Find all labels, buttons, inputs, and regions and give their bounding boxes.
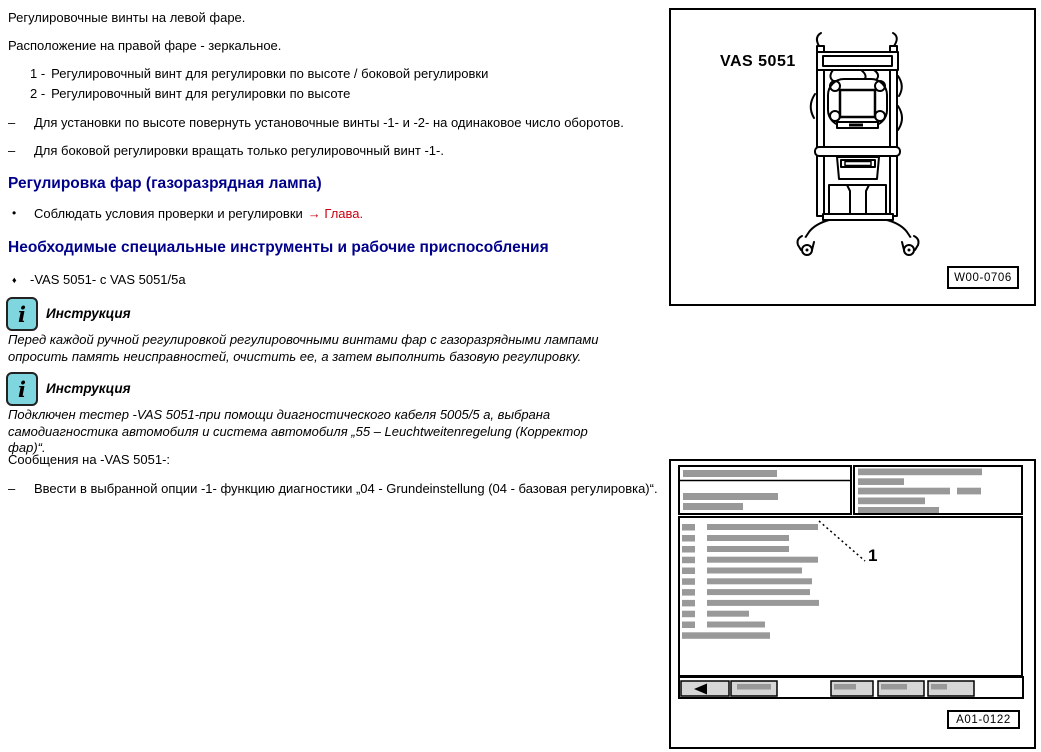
left-wheel-hub [806,249,809,252]
button-redaction-bar [881,684,907,690]
step-lateral-adjust [8,143,444,158]
button-redaction-bar [834,684,856,690]
redaction-bar [683,503,743,510]
tool-item-text: -VAS 5051- с VAS 5051/5a [30,272,186,287]
control-slot-bar [849,124,863,127]
shelf [815,147,900,156]
dash-marker: – [8,481,16,496]
figure-tester-screen [669,459,1036,749]
info-icon-glyph: i [18,301,26,327]
right-rail [890,46,897,216]
figure-vas5051 [669,8,1036,306]
pedestal [847,185,869,214]
side-cable [898,76,902,96]
legend-item-1-number: 1 - [30,66,46,81]
info-icon [6,297,38,331]
step-height-adjust [8,115,624,130]
bullet-marker: • [12,206,17,220]
step-enter-function [8,481,658,496]
left-rail [817,46,824,216]
legend-item-2 [30,86,350,101]
redaction-bar [858,488,950,495]
left-leg [805,220,829,238]
button-redaction-bar [931,684,947,690]
legend-item-2-text: Регулировочный винт для регулировки по высоте [51,86,351,101]
legend-item-2-number: 2 - [30,86,46,101]
chapter-link[interactable]: → Глава. [307,206,364,221]
redaction-bar [858,498,925,505]
paragraph-messages: Сообщения на -VAS 5051-: [8,452,171,467]
paragraph-mirror-layout: Расположение на правой фаре - зеркальное. [8,38,282,53]
cable-curl [817,33,821,46]
redaction-bar [957,488,981,495]
side-cable [898,106,902,130]
right-wheel-hub [908,249,911,252]
note2-label: Инструкция [46,381,131,396]
monitor-screen [840,90,875,117]
redaction-bar [858,507,939,513]
keyboard-bar [845,162,871,166]
redaction-bar [683,470,777,477]
tool-item-vas5051 [12,272,186,287]
button-redaction-bar [737,684,771,690]
side-cable [811,94,815,118]
note1-label: Инструкция [46,306,131,321]
base-bar [823,214,893,220]
tester-screen-mockup [671,461,1030,743]
info-icon-glyph: i [18,376,26,402]
callout-number: 1 [868,546,878,565]
redaction-bar [683,493,778,500]
dash-marker: – [8,143,16,158]
right-leg [887,220,911,238]
dash-marker: – [8,115,16,130]
top-crossbar-inset [823,56,892,66]
redaction-bar [858,469,982,476]
redaction-bar [858,478,904,485]
legend-item-1 [30,66,488,81]
note1-body: Перед каждой ручной регулировкой регулировочными винтами фар с газоразрядными лампами опросить память неисправностей, очистить ее, а затем выполнить базовую регулировку. [8,332,599,364]
figure-code-top: W00-0706 [947,266,1019,289]
legend-item-1-text: Регулировочный винт для регулировки по высоте / боковой регулировки [51,66,489,81]
section-heading-adjustment: Регулировка фар (газоразрядная лампа) [8,175,322,192]
section-heading-tools: Необходимые специальные инструменты и рабочие приспособления [8,239,549,256]
paragraph-adjusting-screws: Регулировочные винты на левой фаре. [8,10,246,25]
step-enter-function-text: Ввести в выбранной опции -1- функцию диагностики „04 - Grundeinstellung (04 - базовая регулировка)“. [34,481,658,496]
note2-body: Подключен тестер -VAS 5051-при помощи диагностического кабеля 5005/5 а, выбрана самодиагностика автомобиля и система автомобиля „55 – Leuchtweitenregelung (Корректор фар)“. [8,407,588,455]
cable-curl [893,33,897,46]
device-label: VAS 5051 [720,53,796,70]
bullet-observe-conditions [12,206,363,221]
figure-code-bottom: A01-0122 [947,710,1020,729]
step-height-adjust-text: Для установки по высоте повернуть установочные винты -1- и -2- на одинаковое число оборотов. [34,115,624,130]
step-lateral-adjust-text: Для боковой регулировки вращать только регулировочный винт -1-. [34,143,444,158]
bullet-text: Соблюдать условия проверки и регулировки [34,206,303,221]
diamond-marker: ♦ [12,275,17,285]
info-icon [6,372,38,406]
